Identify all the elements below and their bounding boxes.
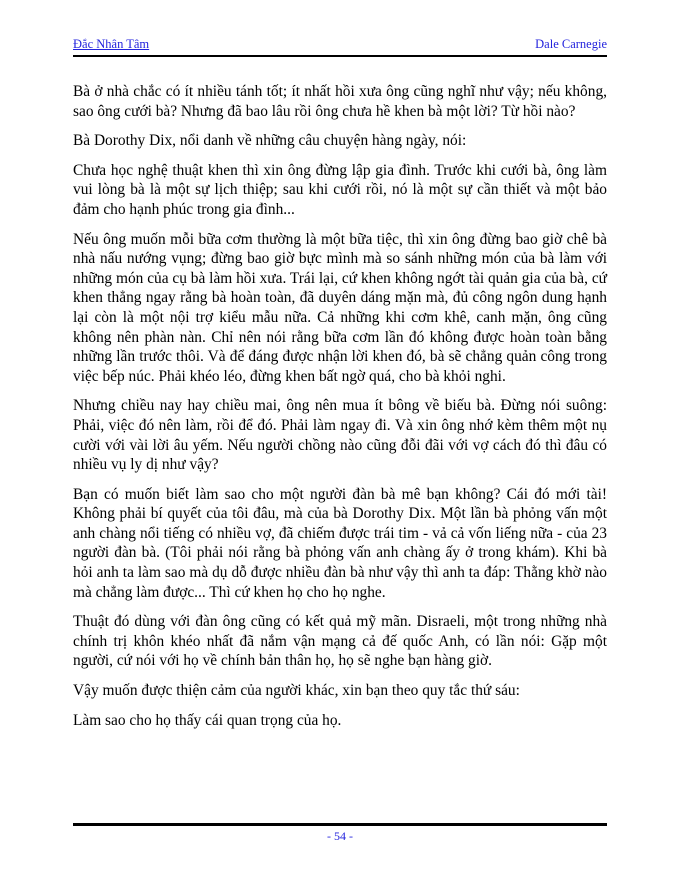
body-paragraph: Bà ở nhà chắc có ít nhiều tánh tốt; ít nhất hồi xưa ông cũng nghĩ như vậy; nếu không, sao ông cưới bà? Nhưng đã bao lâu rồi ông chưa hề khen bà một lời? Từ hồi nào? [73,83,607,120]
header-author-name: Dale Carnegie [535,37,607,51]
body-paragraph: Làm sao cho họ thấy cái quan trọng của họ. [73,711,342,729]
header-book-title-link[interactable]: Đắc Nhân Tâm [73,37,150,51]
body-paragraph: Vậy muốn được thiện cảm của người khác, xin bạn theo quy tắc thứ sáu: [73,682,520,700]
body-text [73,82,607,740]
body-paragraph: Bạn có muốn biết làm sao cho một người đàn bà mê bạn không? Cái đó mới tài! Không phải bí quyết của tôi đâu, mà của bà Dorothy Dix. Một lần bà phỏng vấn một anh chàng nổi tiếng có nhiều vợ, đã chiếm được trái tim - vả cả vốn liếng nữa - của 23 người đàn bà. (Tôi phải nói rằng bà phỏng vấn anh chàng ấy ở trong khám). Khi bà hỏi anh ta làm sao mà dụ dỗ được nhiều đàn bà như vậy thì anh ta đáp: Thằng khờ nào mà chẳng làm được... Thì cứ khen họ cho họ nghe. [73,485,607,601]
body-paragraph: Nếu ông muốn mỗi bữa cơm thường là một bữa tiệc, thì xin ông đừng bao giờ chê bà nhà nấu nướng vụng; đừng bao giờ bực mình mà so sánh những món của bà làm với những món của cụ bà làm hồi xưa. Trái lại, cứ khen không ngớt tài quản gia của bà, cứ khen thẳng ngay rằng bà hoàn toàn, đã duyên dáng mặn mà, đủ công ngôn dung hạnh lại còn là một nội trợ kiểu mẫu nữa. Cả những khi cơm khê, canh mặn, ông cũng không nên phàn nàn. Chỉ nên nói rằng bữa cơm lần đó không được hoàn toàn bằng những lần trước thôi. Và để đáng được nhận lời khen đó, bà sẽ chẳng quản công trong việc bếp núc. Phải khéo léo, đừng khen bất ngờ quá, cho bà khỏi nghi. [73,230,607,385]
page-number: - 54 - [327,829,353,843]
body-paragraph: Thuật đó dùng với đàn ông cũng có kết quả mỹ mãn. Disraeli, một trong những nhà chính trị khôn khéo nhất đã nắm vận mạng cả đế quốc Anh, có lần nói: Gặp một người, cứ nói với họ về chính bản thân họ, họ sẽ nghe bạn hàng giờ. [73,613,607,670]
body-paragraph: Bà Dorothy Dix, nổi danh về những câu chuyện hàng ngày, nói: [73,132,467,150]
header-divider-rule [73,55,607,57]
body-paragraph: Chưa học nghệ thuật khen thì xin ông đừng lập gia đình. Trước khi cưới bà, ông làm vui lòng bà là một sự lịch thiệp; sau khi cưới rồi, nó là một sự cần thiết và một bảo đảm cho hạnh phúc trong gia đình... [73,161,607,218]
page-header [73,37,607,51]
body-paragraph: Nhưng chiều nay hay chiều mai, ông nên mua ít bông về biếu bà. Đừng nói suông: Phải, việc đó nên làm, rồi để đó. Phải làm ngay đi. Và xin ông nhớ kèm thêm một nụ cười với vài lời âu yếm. Nếu người chồng nào cũng đỗi đãi với vợ cách đó thì đâu có nhiều vụ ly dị như vậy? [73,397,607,474]
footer-divider-rule [73,823,607,826]
